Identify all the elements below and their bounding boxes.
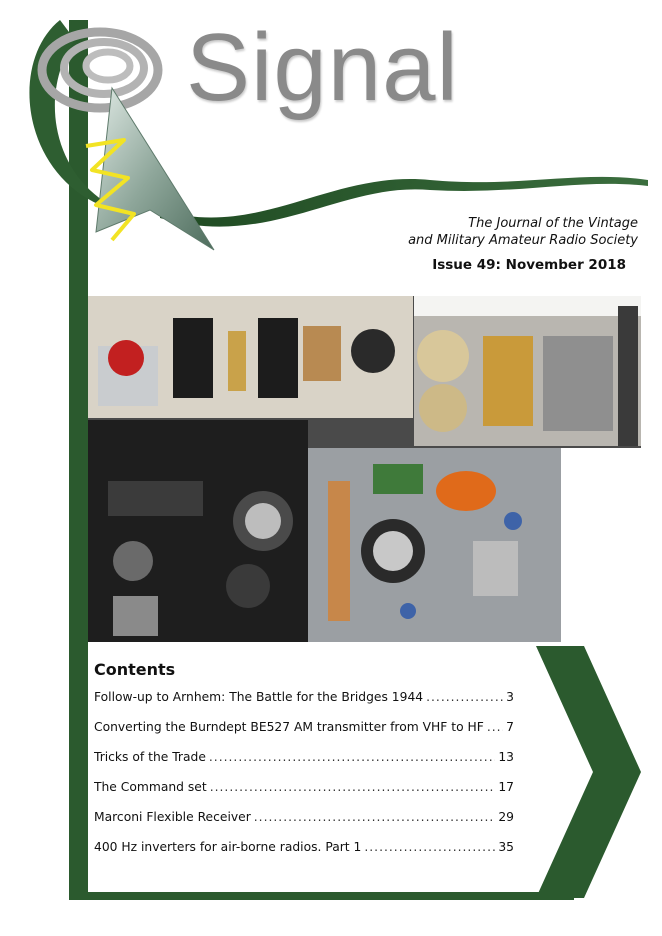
toc-item-title: Follow-up to Arnhem: The Battle for the Bridges 1944 bbox=[94, 690, 424, 704]
toc-item-title: 400 Hz inverters for air-borne radios. Part 1 bbox=[94, 840, 362, 854]
toc-item-title: Marconi Flexible Receiver bbox=[94, 810, 251, 824]
toc-item-page: 17 bbox=[498, 780, 514, 794]
photo-collage bbox=[88, 296, 641, 642]
toc-item-title: Tricks of the Trade bbox=[94, 750, 206, 764]
issue-label: Issue 49: November 2018 bbox=[432, 257, 626, 273]
toc-leader-dots bbox=[209, 750, 495, 764]
toc-leader-dots bbox=[210, 780, 496, 794]
toc-item-page: 13 bbox=[498, 750, 514, 764]
toc-item[interactable] bbox=[94, 840, 514, 870]
toc-item[interactable] bbox=[94, 750, 514, 780]
toc-leader-dots bbox=[364, 840, 495, 854]
toc-item[interactable] bbox=[94, 780, 514, 810]
photo-front-panel bbox=[88, 420, 308, 642]
subtitle-line-1: The Journal of the Vintage bbox=[468, 216, 638, 231]
bottom-green-bar bbox=[69, 892, 574, 900]
toc-item[interactable] bbox=[94, 810, 514, 840]
photo-transformer-chassis bbox=[88, 296, 413, 418]
toc-item-title: Converting the Burndept BE527 AM transmitter from VHF to HF bbox=[94, 720, 484, 734]
photo-tuning-capacitor bbox=[414, 296, 641, 446]
left-green-bar bbox=[69, 20, 88, 900]
magazine-title: Signal bbox=[186, 14, 459, 121]
toc-item[interactable] bbox=[94, 690, 514, 720]
toc-item-page: 29 bbox=[498, 810, 514, 824]
toc-item-page: 3 bbox=[506, 690, 514, 704]
toc-leader-dots bbox=[487, 720, 503, 734]
toc-leader-dots bbox=[254, 810, 496, 824]
photo-coil-chassis bbox=[308, 448, 641, 642]
toc-item[interactable] bbox=[94, 720, 514, 750]
toc-item-title: The Command set bbox=[94, 780, 207, 794]
table-of-contents bbox=[94, 690, 514, 870]
contents-heading: Contents bbox=[94, 660, 176, 679]
subtitle-line-2: and Military Amateur Radio Society bbox=[408, 233, 638, 248]
toc-item-page: 7 bbox=[506, 720, 514, 734]
chevron-arrow bbox=[536, 646, 641, 898]
toc-item-page: 35 bbox=[498, 840, 514, 854]
toc-leader-dots bbox=[426, 690, 503, 704]
